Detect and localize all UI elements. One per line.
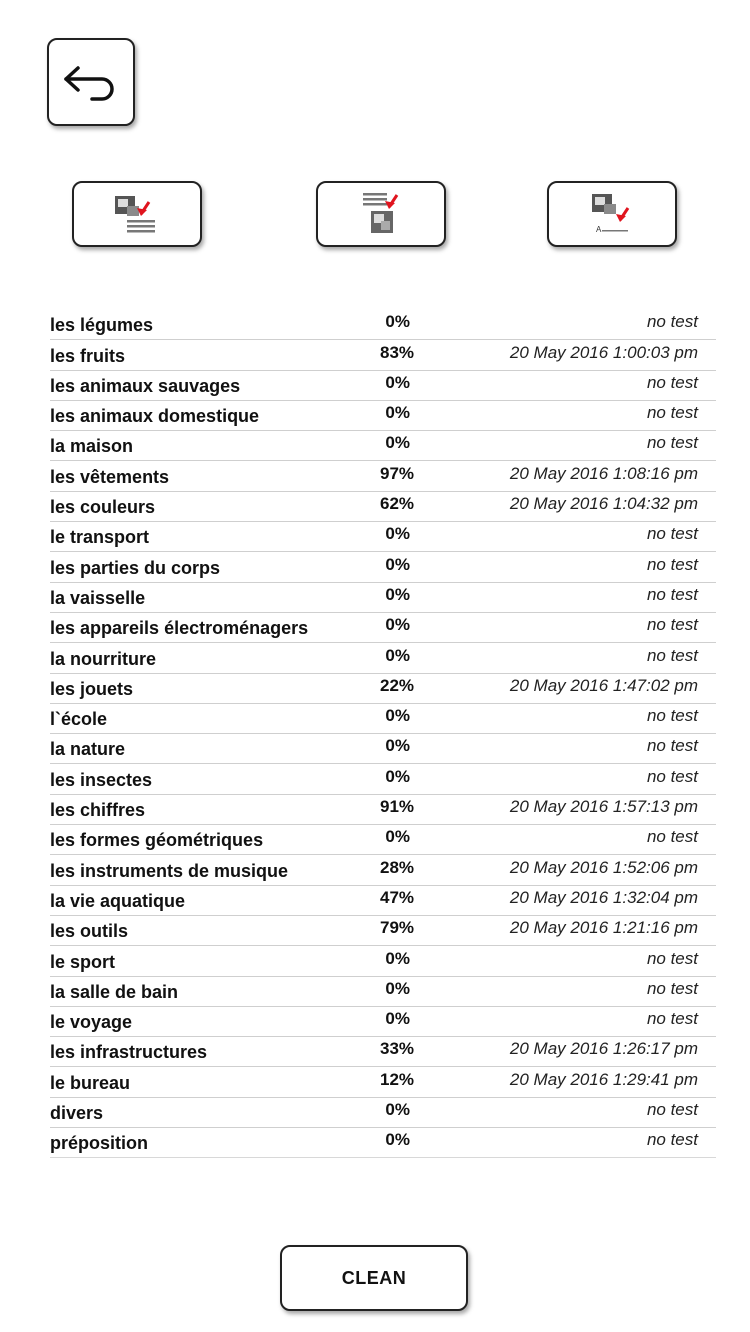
image-to-text-mode-button[interactable] (72, 181, 202, 247)
category-row[interactable] (50, 1128, 716, 1158)
category-row[interactable] (50, 1007, 716, 1037)
category-row[interactable] (50, 764, 716, 794)
category-name: l`école (50, 709, 108, 730)
category-name: les insectes (50, 769, 153, 790)
category-last-test: 20 May 2016 1:08:16 pm (509, 463, 698, 483)
text-to-image-icon (353, 189, 409, 239)
category-name: les formes géométriques (50, 830, 264, 851)
category-score: 28% (380, 857, 415, 877)
category-last-test: no test (646, 312, 698, 332)
category-last-test: no test (646, 1009, 698, 1029)
category-name: préposition (50, 1133, 148, 1154)
category-row[interactable] (50, 643, 716, 673)
category-last-test: no test (646, 1130, 698, 1150)
category-score: 62% (380, 494, 415, 514)
category-score: 0% (385, 615, 410, 635)
category-name: les légumes (50, 315, 154, 336)
category-row[interactable] (50, 886, 716, 916)
category-score: 0% (385, 403, 410, 423)
category-score: 91% (380, 797, 415, 817)
category-score: 12% (380, 1069, 415, 1089)
category-row[interactable] (50, 522, 716, 552)
category-row[interactable] (50, 704, 716, 734)
category-list (50, 310, 716, 1158)
category-score: 47% (380, 887, 415, 907)
category-last-test: 20 May 2016 1:26:17 pm (509, 1039, 698, 1059)
category-row[interactable] (50, 310, 716, 340)
category-score: 0% (385, 584, 410, 604)
category-row[interactable] (50, 795, 716, 825)
category-last-test: no test (646, 645, 698, 665)
category-score: 0% (385, 312, 410, 332)
category-last-test: no test (646, 584, 698, 604)
category-last-test: no test (646, 948, 698, 968)
category-name: les fruits (50, 345, 126, 366)
category-score: 83% (380, 342, 415, 362)
category-last-test: no test (646, 615, 698, 635)
category-last-test: 20 May 2016 1:21:16 pm (509, 918, 698, 938)
category-name: la maison (50, 436, 134, 457)
undo-arrow-icon (62, 62, 120, 102)
category-score: 0% (385, 736, 410, 756)
image-to-text-icon (109, 192, 165, 236)
back-button[interactable] (47, 38, 135, 126)
category-last-test: 20 May 2016 1:00:03 pm (509, 342, 698, 362)
category-name: la nature (50, 739, 126, 760)
category-name: la nourriture (50, 648, 157, 669)
category-score: 0% (385, 433, 410, 453)
category-name: les infrastructures (50, 1042, 208, 1063)
image-to-word-icon (584, 190, 640, 238)
category-row[interactable] (50, 1067, 716, 1097)
word-caption: A (596, 225, 602, 234)
category-last-test: 20 May 2016 1:32:04 pm (509, 887, 698, 907)
category-last-test: no test (646, 978, 698, 998)
category-name: les parties du corps (50, 557, 221, 578)
category-name: les vêtements (50, 466, 170, 487)
category-last-test: 20 May 2016 1:52:06 pm (509, 857, 698, 877)
category-score: 0% (385, 645, 410, 665)
category-row[interactable] (50, 401, 716, 431)
category-name: la vie aquatique (50, 890, 186, 911)
category-last-test: no test (646, 1100, 698, 1120)
category-last-test: no test (646, 433, 698, 453)
category-score: 0% (385, 948, 410, 968)
category-name: les animaux domestique (50, 406, 260, 427)
category-last-test: no test (646, 372, 698, 392)
category-last-test: no test (646, 736, 698, 756)
category-name: les outils (50, 921, 129, 942)
category-score: 0% (385, 1130, 410, 1150)
category-last-test: 20 May 2016 1:04:32 pm (509, 494, 698, 514)
category-row[interactable] (50, 552, 716, 582)
category-score: 33% (380, 1039, 415, 1059)
category-row[interactable] (50, 613, 716, 643)
category-last-test: 20 May 2016 1:29:41 pm (509, 1069, 698, 1089)
category-row[interactable] (50, 340, 716, 370)
category-score: 0% (385, 524, 410, 544)
category-row[interactable] (50, 674, 716, 704)
category-name: le bureau (50, 1072, 131, 1093)
category-row[interactable] (50, 431, 716, 461)
category-row[interactable] (50, 371, 716, 401)
category-name: le sport (50, 951, 116, 972)
category-name: divers (50, 1103, 104, 1124)
category-row[interactable] (50, 583, 716, 613)
category-name: le voyage (50, 1012, 133, 1033)
category-last-test: no test (646, 554, 698, 574)
category-score: 0% (385, 1100, 410, 1120)
category-score: 97% (380, 463, 415, 483)
category-row[interactable] (50, 492, 716, 522)
clean-button[interactable]: CLEAN (280, 1245, 468, 1311)
category-row[interactable] (50, 946, 716, 976)
category-row[interactable] (50, 1098, 716, 1128)
category-row[interactable] (50, 916, 716, 946)
category-score: 79% (380, 918, 415, 938)
category-name: le transport (50, 527, 150, 548)
category-score: 0% (385, 766, 410, 786)
category-last-test: no test (646, 524, 698, 544)
category-row[interactable] (50, 825, 716, 855)
category-name: les couleurs (50, 497, 156, 518)
category-last-test: no test (646, 403, 698, 423)
category-name: les chiffres (50, 800, 146, 821)
image-to-word-mode-button[interactable] (547, 181, 677, 247)
category-row[interactable] (50, 461, 716, 491)
category-last-test: 20 May 2016 1:57:13 pm (509, 797, 698, 817)
category-last-test: 20 May 2016 1:47:02 pm (509, 675, 698, 695)
category-score: 0% (385, 827, 410, 847)
category-score: 0% (385, 372, 410, 392)
category-name: les appareils électroménagers (50, 618, 309, 639)
category-score: 0% (385, 978, 410, 998)
category-name: les animaux sauvages (50, 375, 241, 396)
text-to-image-mode-button[interactable] (316, 181, 446, 247)
category-row[interactable] (50, 1037, 716, 1067)
category-last-test: no test (646, 827, 698, 847)
category-score: 0% (385, 1009, 410, 1029)
category-score: 0% (385, 554, 410, 574)
category-row[interactable] (50, 734, 716, 764)
category-score: 0% (385, 706, 410, 726)
category-last-test: no test (646, 706, 698, 726)
category-row[interactable] (50, 855, 716, 885)
category-name: la salle de bain (50, 981, 179, 1002)
category-name: les instruments de musique (50, 860, 289, 881)
category-name: la vaisselle (50, 587, 146, 608)
category-last-test: no test (646, 766, 698, 786)
category-score: 22% (380, 675, 415, 695)
category-row[interactable] (50, 977, 716, 1007)
category-name: les jouets (50, 678, 134, 699)
